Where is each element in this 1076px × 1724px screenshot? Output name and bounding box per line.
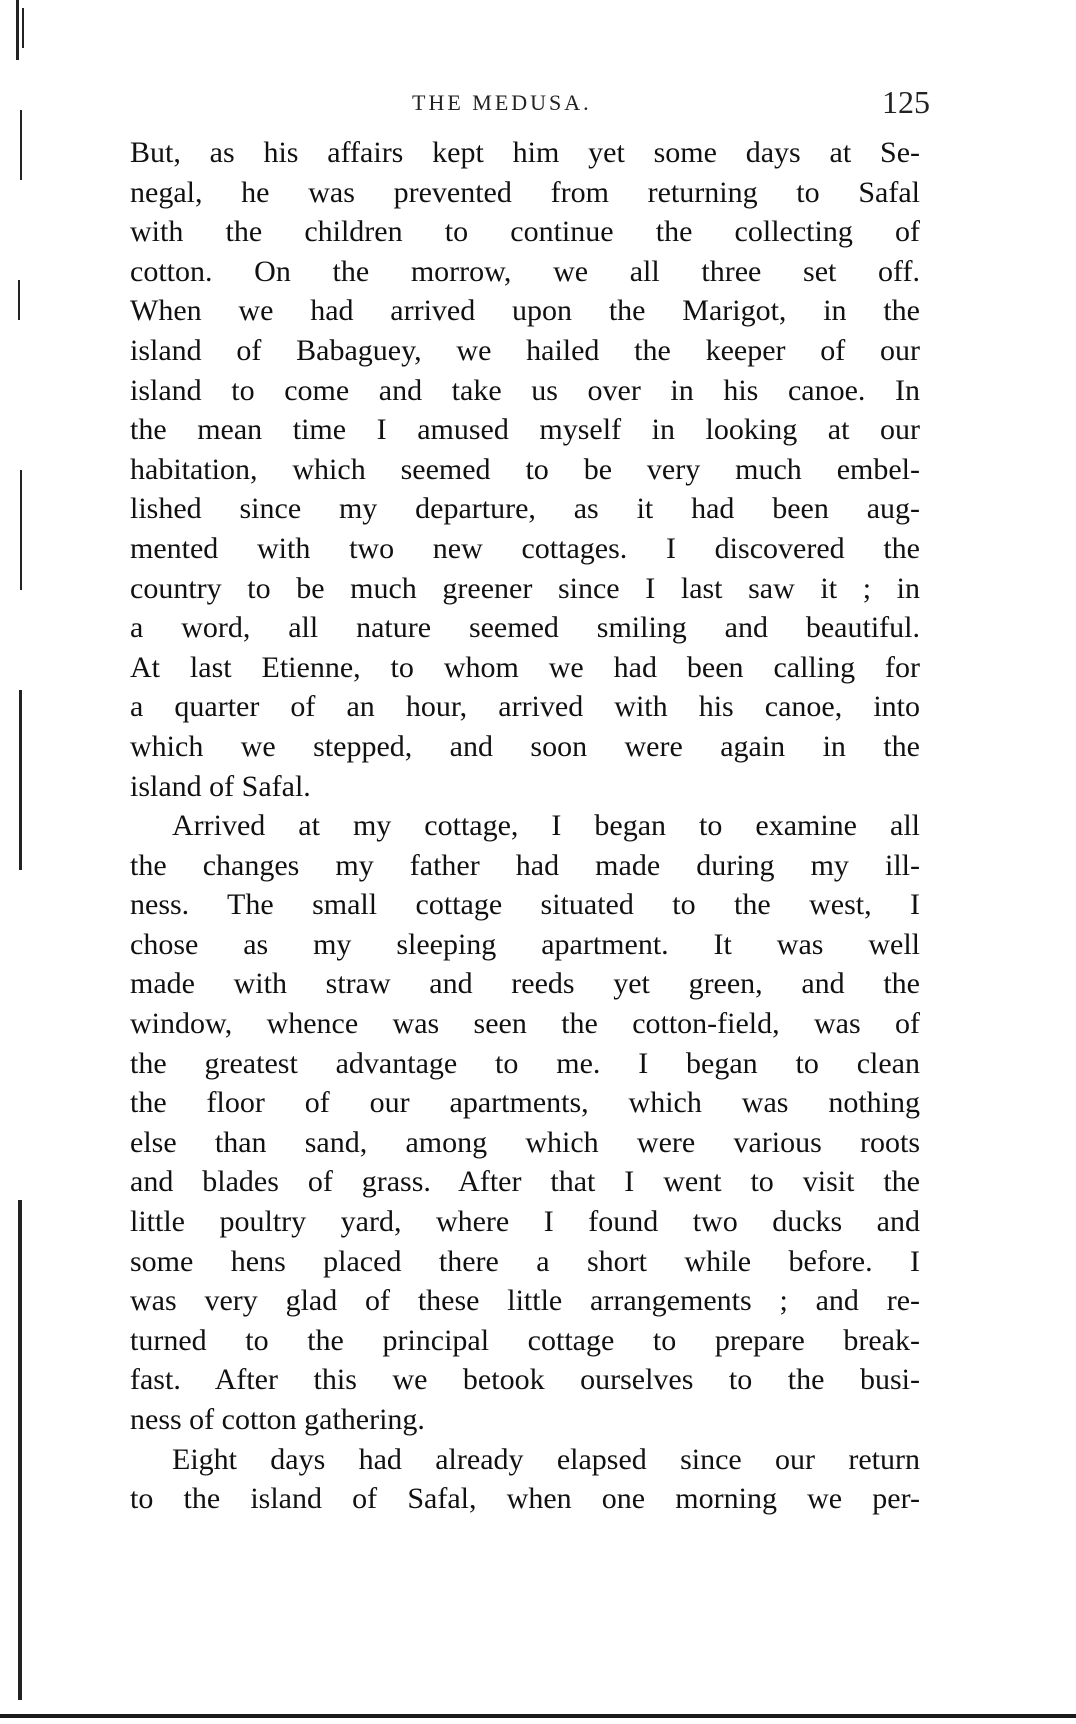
text-line: with the children to continue the collecting of: [130, 215, 920, 249]
text-line: and blades of grass. After that I went to visit the: [130, 1165, 920, 1199]
text-line: window, whence was seen the cotton-field, was of: [130, 1007, 920, 1041]
scan-edge-mark: [16, 0, 19, 60]
text-line: island of Safal.: [130, 769, 311, 803]
text-line: chose as my sleeping apartment. It was well: [130, 927, 920, 961]
scan-edge-mark: [18, 1200, 22, 1700]
text-line: negal, he was prevented from returning to Safal: [130, 175, 920, 209]
page-header: [130, 84, 930, 124]
text-line: But, as his affairs kept him yet some days at Se-: [130, 136, 920, 169]
running-title: THE MEDUSA.: [412, 90, 592, 115]
text-line: habitation, which seemed to be very much embel-: [130, 452, 920, 486]
text-line: ness of cotton gathering.: [130, 1403, 425, 1436]
text-line: to the island of Safal, when one morning we per-: [130, 1482, 920, 1516]
text-line: island to come and take us over in his canoe. In: [130, 373, 920, 407]
paragraph: [130, 133, 920, 806]
text-line: the floor of our apartments, which was nothing: [130, 1086, 920, 1120]
paragraph: [130, 806, 920, 1440]
text-line: made with straw and reeds yet green, and the: [130, 967, 920, 1001]
text-line: When we had arrived upon the Marigot, in the: [130, 294, 920, 328]
text-line: fast. After this we betook ourselves to the busi-: [130, 1363, 920, 1397]
text-line: the mean time I amused myself in looking at our: [130, 413, 920, 447]
text-line: else than sand, among which were various roots: [130, 1125, 920, 1159]
text-line: country to be much greener since I last saw it ; in: [130, 571, 920, 605]
paragraph: [130, 1440, 920, 1519]
text-line: some hens placed there a short while before. I: [130, 1244, 920, 1278]
scan-edge-mark: [19, 690, 22, 870]
text-line: the changes my father had made during my ill-: [130, 848, 920, 882]
text-line: Eight days had already elapsed since our return: [172, 1442, 920, 1476]
scan-edge-mark: [20, 110, 22, 180]
text-line: was very glad of these little arrangements ; and re-: [130, 1284, 920, 1318]
page-number: 125: [882, 84, 930, 120]
text-line: a quarter of an hour, arrived with his canoe, into: [130, 690, 920, 724]
text-line: At last Etienne, to whom we had been calling for: [130, 650, 920, 684]
text-line: cotton. On the morrow, we all three set off.: [130, 254, 920, 288]
scan-edge-mark: [18, 280, 20, 320]
text-line: island of Babaguey, we hailed the keeper of our: [130, 333, 920, 367]
scan-edge-mark: [20, 470, 22, 590]
text-line: ness. The small cottage situated to the west, I: [130, 888, 920, 922]
text-line: which we stepped, and soon were again in the: [130, 729, 920, 763]
text-line: turned to the principal cottage to prepare break-: [130, 1323, 920, 1357]
text-line: lished since my departure, as it had been aug-: [130, 492, 920, 526]
text-line: a word, all nature seemed smiling and beautiful.: [130, 611, 920, 645]
text-line: Arrived at my cottage, I began to examine all: [172, 809, 920, 843]
page-bottom-edge: [0, 1714, 1076, 1718]
scan-edge-mark: [22, 8, 24, 48]
text-line: little poultry yard, where I found two ducks and: [130, 1205, 920, 1239]
text-line: the greatest advantage to me. I began to clean: [130, 1046, 920, 1080]
text-line: mented with two new cottages. I discovered the: [130, 531, 920, 565]
body-text: [130, 133, 920, 1519]
